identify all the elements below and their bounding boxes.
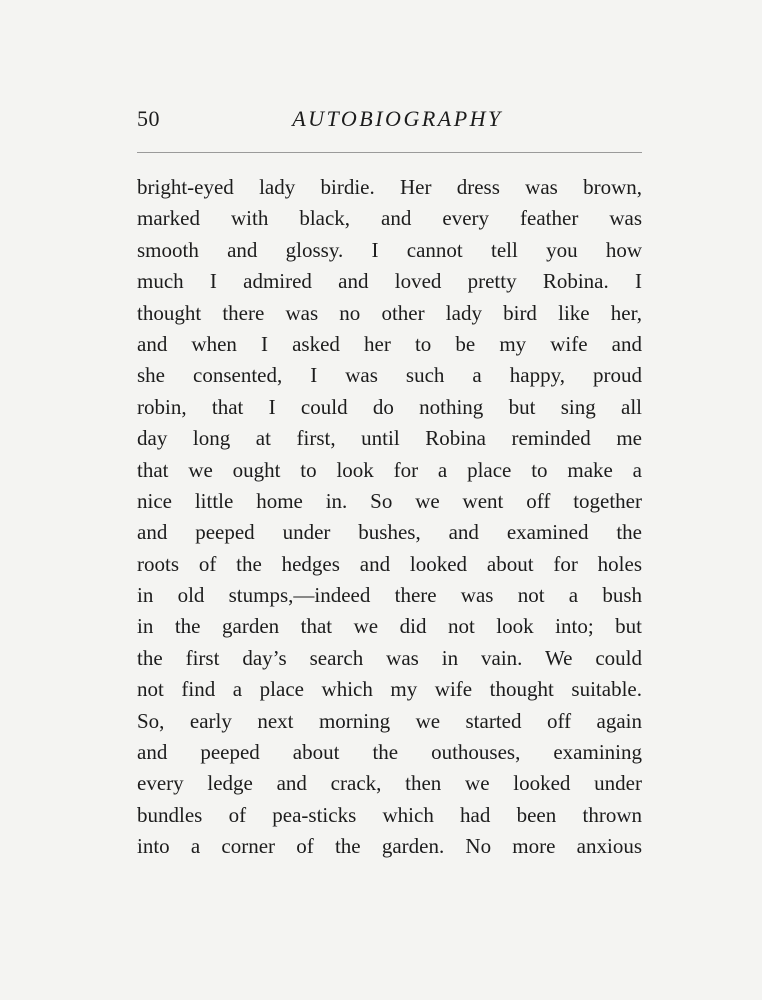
text-line: she consented, I was such a happy, proud [137, 363, 642, 388]
running-title: AUTOBIOGRAPHY [292, 106, 503, 131]
text-line: thought there was no other lady bird like her, [137, 300, 642, 325]
text-line: into a corner of the garden. No more anxious [137, 834, 642, 859]
text-line: in the garden that we did not look into; but [137, 614, 642, 639]
body-text [137, 172, 642, 863]
text-line: that we ought to look for a place to make a [137, 457, 642, 482]
text-line: day long at first, until Robina reminded me [137, 426, 642, 451]
text-line: and when I asked her to be my wife and [137, 331, 642, 356]
text-line: every ledge and crack, then we looked under [137, 771, 642, 796]
text-line: nice little home in. So we went off together [137, 488, 642, 513]
text-line: bright-eyed lady birdie. Her dress was brown, [137, 175, 642, 199]
text-line: the first day’s search was in vain. We could [137, 645, 642, 670]
text-line: So, early next morning we started off again [137, 708, 642, 733]
text-line: in old stumps,—indeed there was not a bush [137, 583, 642, 608]
page-number: 50 [137, 106, 160, 131]
text-line: not find a place which my wife thought suitable. [137, 677, 642, 702]
text-line: roots of the hedges and looked about for holes [137, 551, 642, 576]
text-line: smooth and glossy. I cannot tell you how [137, 237, 642, 262]
text-line: and peeped under bushes, and examined the [137, 520, 642, 545]
text-line: robin, that I could do nothing but sing all [137, 394, 642, 419]
header-rule [137, 152, 642, 153]
text-line: much I admired and loved pretty Robina. I [137, 269, 642, 294]
text-line: marked with black, and every feather was [137, 206, 642, 231]
page-header [137, 106, 642, 142]
text-line: bundles of pea-sticks which had been thrown [137, 802, 642, 827]
text-line: and peeped about the outhouses, examining [137, 740, 642, 765]
